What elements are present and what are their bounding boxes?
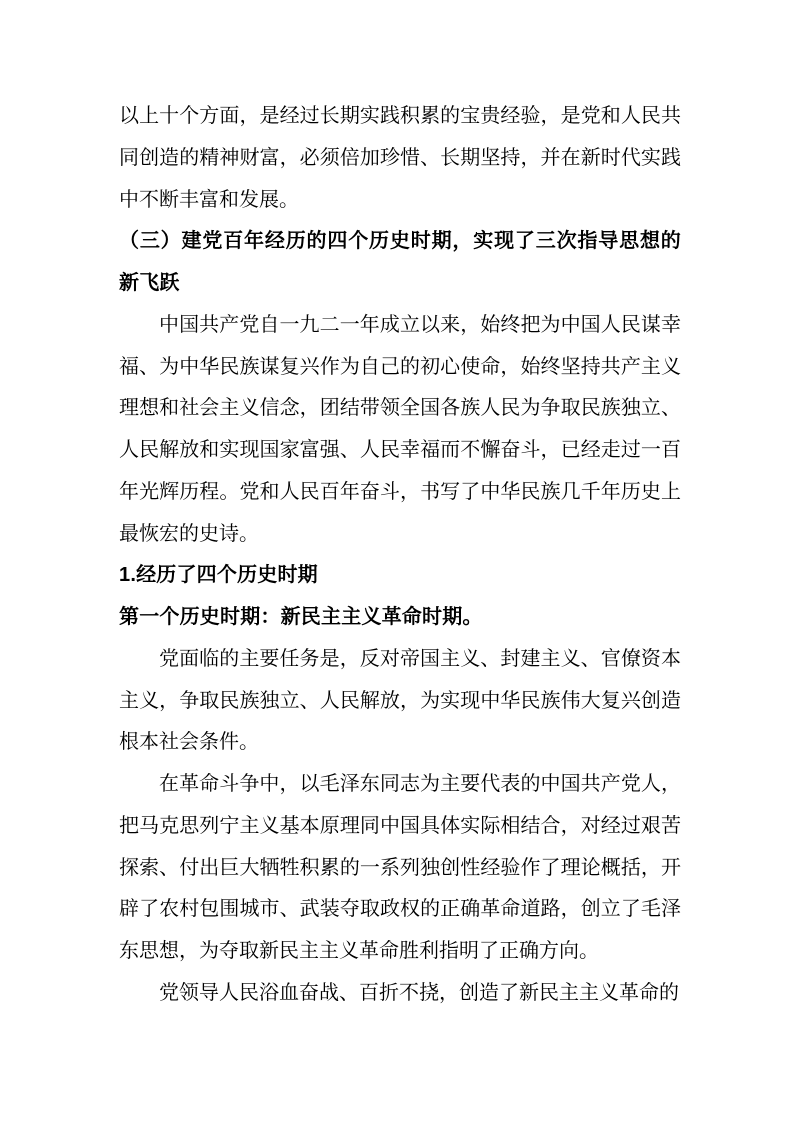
paragraph: 在革命斗争中，以毛泽东同志为主要代表的中国共产党人，把马克思列宁主义基本原理同中国具体实际相结合，对经过艰苦探索、付出巨大牺牲积累的一系列独创性经验作了理论概括，开辟了农村包围城市、武装夺取政权的正确革命道路，创立了毛泽东思想，为夺取新民主主义革命胜利指明了正确方向。 [119, 773, 681, 962]
paragraph-cutoff: 党领导人民浴血奋战、百折不挠，创造了新民主主义革命的 [159, 981, 679, 1004]
paragraph: 党面临的主要任务是，反对帝国主义、封建主义、官僚资本主义，争取民族独立、人民解放，为实现中华民族伟大复兴创造根本社会条件。 [119, 647, 681, 754]
subheading-four-periods: 1.经历了四个历史时期 [119, 564, 318, 587]
section-heading: （三）建党百年经历的四个历史时期，实现了三次指导思想的新飞跃 [119, 230, 681, 294]
subheading-first-period: 第一个历史时期：新民主主义革命时期。 [119, 606, 483, 628]
paragraph-continuation: 以上十个方面，是经过长期实践积累的宝贵经验，是党和人民共同创造的精神财富，必须倍加珍惜、长期坚持，并在新时代实践中不断丰富和发展。 [119, 105, 681, 211]
paragraph: 中国共产党自一九二一年成立以来，始终把为中国人民谋幸福、为中华民族谋复兴作为自己的初心使命，始终坚持共产主义理想和社会主义信念，团结带领全国各族人民为争取民族独立、人民解放和实现国家富强、人民幸福而不懈奋斗，已经走过一百年光辉历程。党和人民百年奋斗，书写了中华民族几千年历史上最恢宏的史诗。 [119, 313, 681, 545]
